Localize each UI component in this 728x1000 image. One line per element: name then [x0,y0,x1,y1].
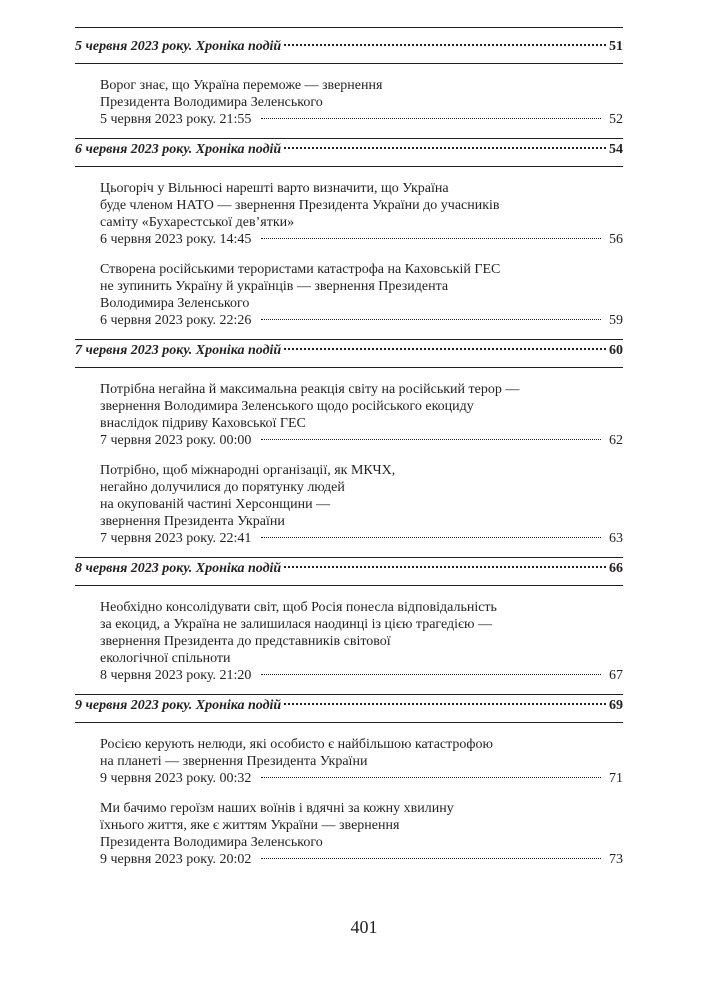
entry-date: 6 червня 2023 року. 14:45 [100,232,252,247]
entry-title-line: Потрібна негайна й максимальна реакція світу на російський терор — [100,382,520,397]
entry-title-line: звернення Президента до представників світової [100,634,391,649]
entry-page-number: 62 [609,433,623,448]
entry-title-line: звернення Президента України [100,514,285,529]
entry-page-number: 59 [609,313,623,328]
toc-section [75,339,623,547]
entry-date-row [100,432,623,449]
toc-section [75,694,623,868]
page-number: 401 [350,917,378,937]
section-heading [75,341,623,361]
entry-date-row [100,312,623,329]
entry-title-line: Президента Володимира Зеленського [100,835,323,850]
entry-date-row [100,667,623,684]
section-page-number: 66 [609,561,623,576]
entry-title-line: Цьогоріч у Вільнюсі нарешті варто визначити, що Україна [100,181,449,196]
section-heading [75,140,623,160]
entry-title-line: за екоцид, а Україна не залишилася наодинці із цією трагедією — [100,617,492,632]
entry-page-number: 67 [609,668,623,683]
toc-entry [100,381,623,449]
dot-leader [261,238,601,239]
toc-entry [100,462,623,547]
section-title: 9 червня 2023 року. Хроніка подій [75,698,282,713]
entry-date: 9 червня 2023 року. 20:02 [100,852,252,867]
top-rule [75,27,623,28]
entry-date-row [100,231,623,248]
entry-title-line: буде членом НАТО — звернення Президента України до учасників [100,198,500,213]
entry-page-number: 52 [609,112,623,127]
entry-title-line: звернення Володимира Зеленського щодо російського екоциду [100,399,474,414]
entry-page-number: 73 [609,852,623,867]
entry-title-line: Володимира Зеленського [100,296,250,311]
entry-title-line: Росією керують нелюди, які особисто є найбільшою катастрофою [100,737,493,752]
section-title: 6 червня 2023 року. Хроніка подій [75,142,282,157]
dot-leader [261,777,601,778]
entry-title-line: Створена російськими терористами катастрофа на Каховській ГЕС [100,262,501,277]
dot-leader [261,439,601,440]
section-heading [75,559,623,579]
section-page-number: 54 [609,142,623,157]
toc-section [75,138,623,329]
entry-title-line: не зупинить Україну й українців — звернення Президента [100,279,449,294]
section-title: 5 червня 2023 року. Хроніка подій [75,39,282,54]
entry-title-line: екологічної спільноти [100,651,231,666]
entry-title-line: на окупованій частині Херсонщини — [100,497,331,512]
entry-title-line: Ворог знає, що Україна переможе — звернення [100,78,383,93]
entry-title-line: їхнього життя, яке є життям України — звернення [100,818,400,833]
dot-leader [261,537,601,538]
dot-leader [284,348,606,350]
entry-page-number: 56 [609,232,623,247]
entry-title-line: на планеті — звернення Президента України [100,754,368,769]
entry-page-number: 71 [609,771,623,786]
dot-leader [261,319,601,320]
entry-title-line: внаслідок підриву Каховської ГЕС [100,416,306,431]
entry-title-line: Президента Володимира Зеленського [100,95,323,110]
entry-title-line: Необхідно консолідувати світ, щоб Росія понесла відповідальність [100,600,497,615]
dot-leader [261,674,601,675]
entry-date: 8 червня 2023 року. 21:20 [100,668,252,683]
section-page-number: 51 [609,39,623,54]
toc-section [75,37,623,128]
dot-leader [284,703,606,705]
section-heading [75,696,623,716]
toc-entry [100,800,623,868]
table-of-contents [75,37,623,868]
entry-date-row [100,530,623,547]
section-rule [75,722,623,723]
section-rule [75,63,623,64]
entry-date: 5 червня 2023 року. 21:55 [100,112,252,127]
entry-date: 7 червня 2023 року. 00:00 [100,433,252,448]
entry-title-line: Ми бачимо героїзм наших воїнів і вдячні за кожну хвилину [100,801,454,816]
toc-entry [100,736,623,787]
toc-entry [100,77,623,128]
toc-entry [100,599,623,684]
section-rule [75,367,623,368]
dot-leader [284,44,606,46]
section-rule [75,166,623,167]
toc-entry [100,261,623,329]
dot-leader [284,147,606,149]
section-title: 7 червня 2023 року. Хроніка подій [75,343,282,358]
entry-date-row [100,770,623,787]
entry-date-row [100,111,623,128]
section-rule [75,585,623,586]
toc-entry [100,180,623,248]
entry-date: 9 червня 2023 року. 00:32 [100,771,252,786]
dot-leader [284,566,606,568]
section-title: 8 червня 2023 року. Хроніка подій [75,561,282,576]
dot-leader [261,858,601,859]
entry-date-row [100,851,623,868]
entry-title-line: негайно долучилися до порятунку людей [100,480,345,495]
section-heading [75,37,623,57]
toc-section [75,557,623,684]
entry-date: 6 червня 2023 року. 22:26 [100,313,252,328]
entry-page-number: 63 [609,531,623,546]
entry-date: 7 червня 2023 року. 22:41 [100,531,252,546]
section-page-number: 60 [609,343,623,358]
section-page-number: 69 [609,698,623,713]
entry-title-line: Потрібно, щоб міжнародні організації, як МКЧХ, [100,463,396,478]
entry-title-line: саміту «Бухарестської дев’ятки» [100,215,295,230]
dot-leader [261,118,601,119]
